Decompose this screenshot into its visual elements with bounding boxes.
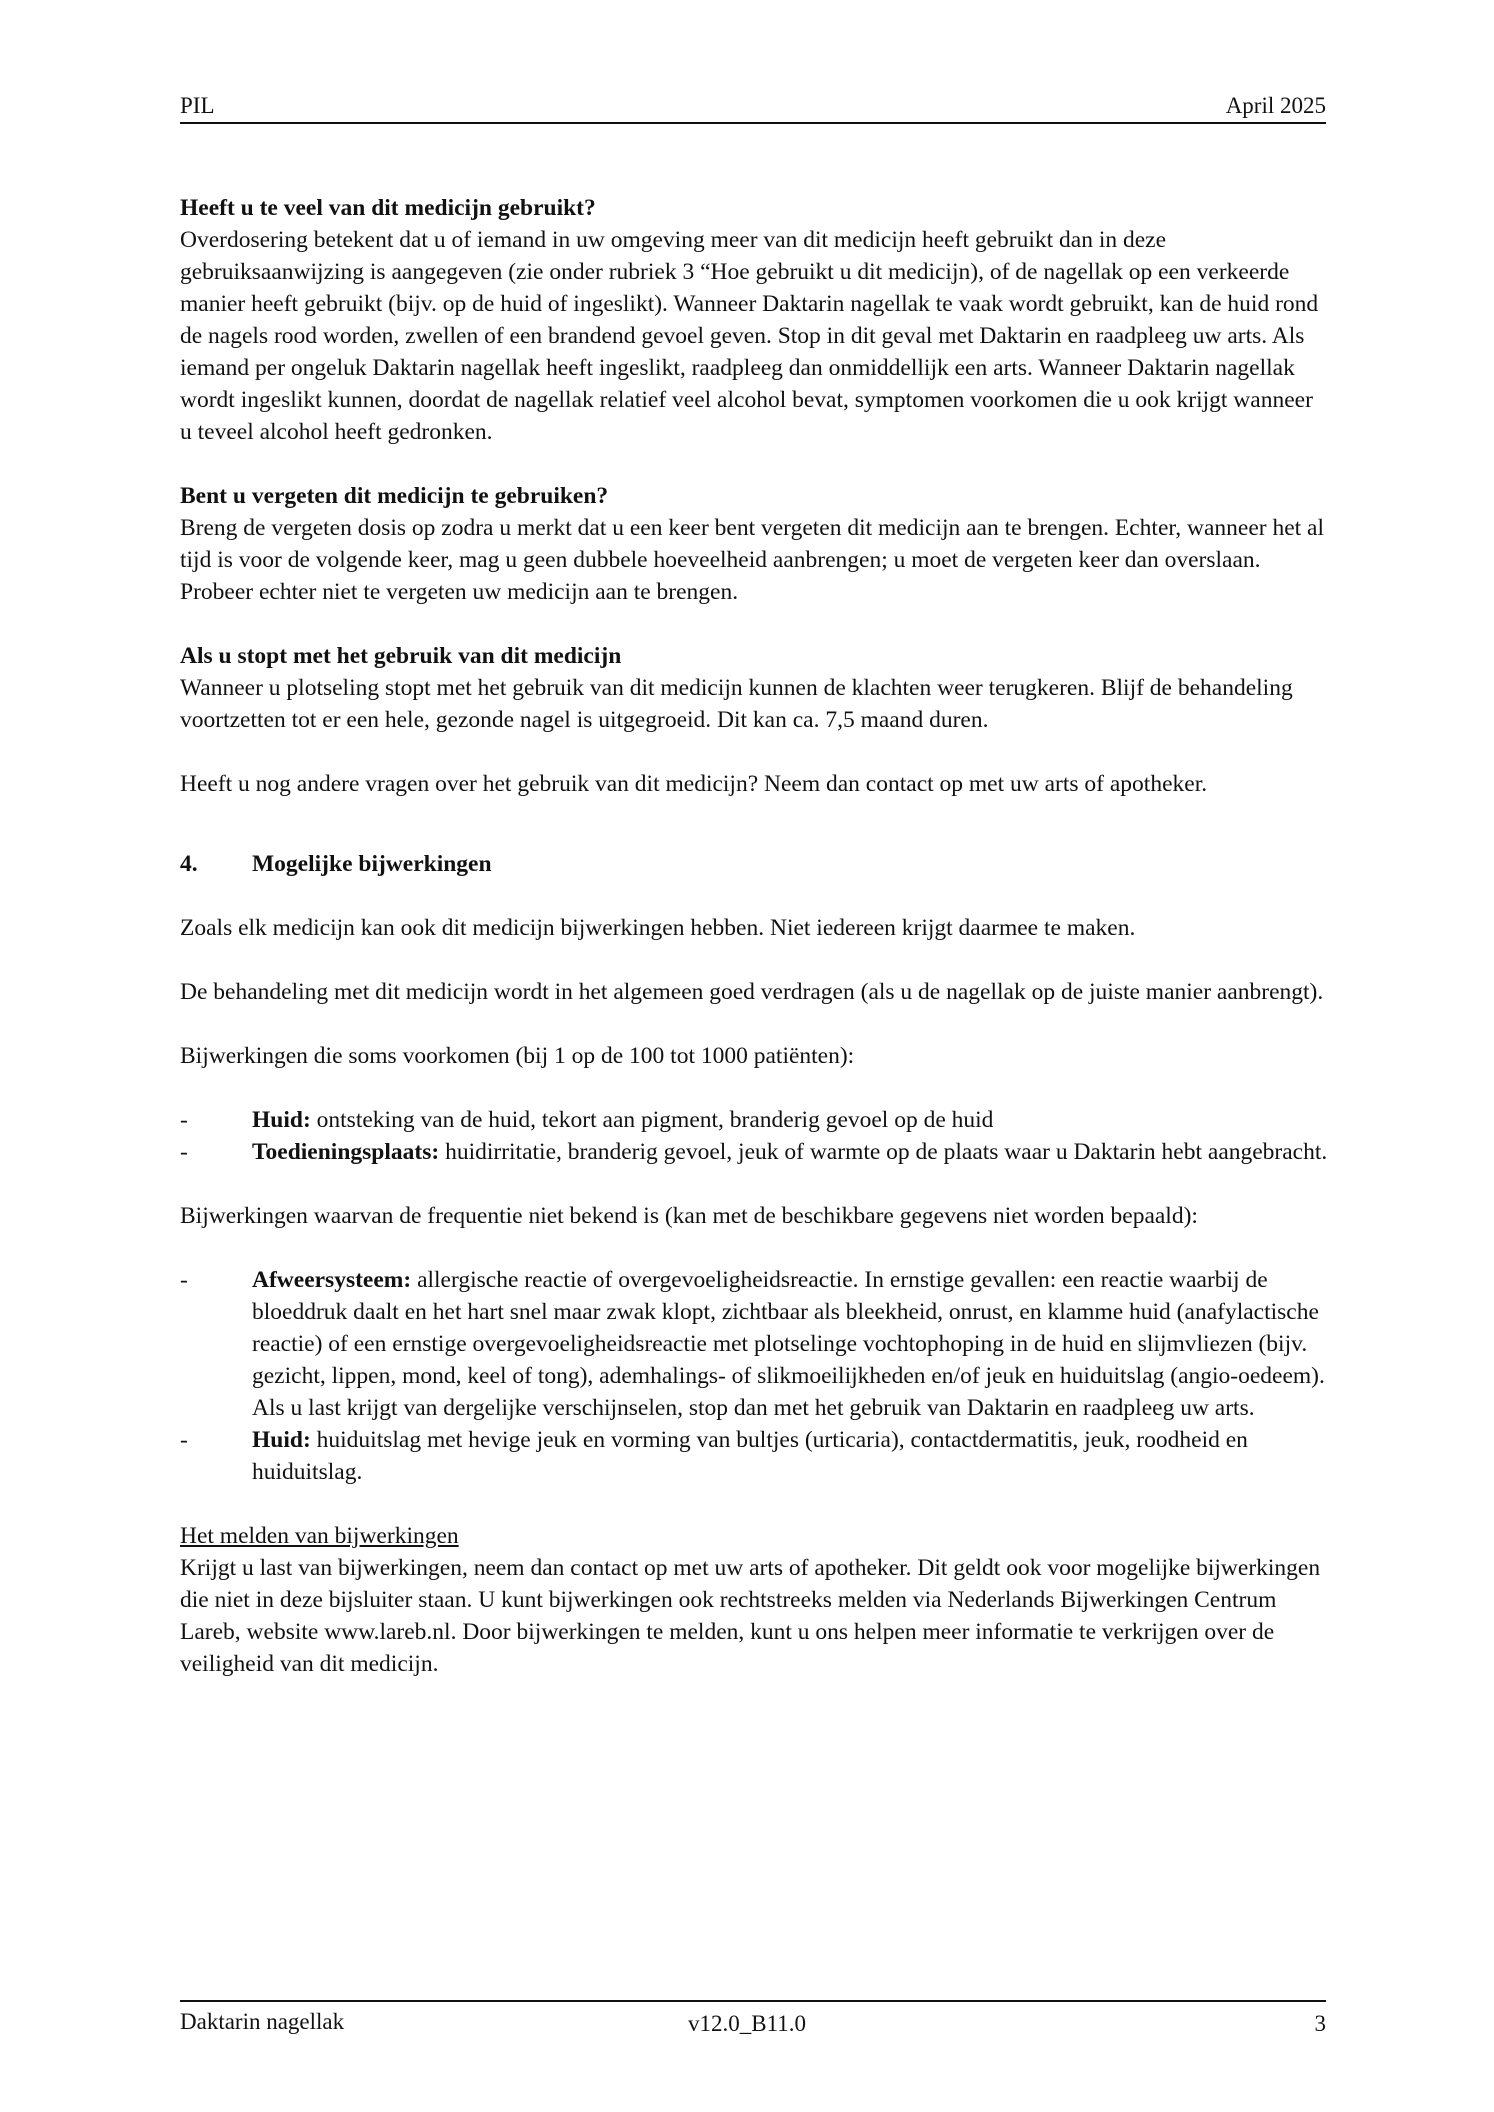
list-item-label: Huid: — [252, 1107, 311, 1133]
list-dash: - — [180, 1107, 188, 1133]
header-doc-type: PIL — [180, 93, 215, 118]
spacer — [180, 1488, 1330, 1520]
spacer — [180, 880, 1330, 912]
stopping-body: Wanneer u plotseling stopt met het gebruik van dit medicijn kunnen de klachten weer terugkeren. Blijf de behandeling voortzetten tot er een hele, gezonde nagel is uitgegroeid. Dit kan ca. 7,5 maand duren. — [180, 675, 1293, 733]
stopping-heading: Als u stopt met het gebruik van dit medicijn — [180, 643, 622, 669]
reporting-heading: Het melden van bijwerkingen — [180, 1523, 459, 1549]
page-content — [180, 192, 1330, 1680]
spacer — [180, 944, 1330, 976]
overdose-body: Overdosering betekent dat u of iemand in uw omgeving meer van dit medicijn heeft gebruikt dan in deze gebruiksaanwijzing is aangegeven (zie onder rubriek 3 “Hoe gebruikt u dit medicijn), of de nagellak op een verkeerde manier heeft gebruikt (bijv. op de huid of ingeslikt). Wanneer Daktarin nagellak te vaak wordt gebruikt, kan de huid rond de nagels rood worden, zwellen of een brandend gevoel geven. Stop in dit geval met Daktarin en raadpleeg uw arts. Als iemand per ongeluk Daktarin nagellak heeft ingeslikt, raadpleeg dan onmiddellijk een arts. Wanneer Daktarin nagellak wordt ingeslikt kunnen, doordat de nagellak relatief veel alcohol bevat, symptomen voorkomen die u ook krijgt wanneer u teveel alcohol heeft gedronken. — [180, 227, 1319, 445]
list-item-label: Huid: — [252, 1427, 311, 1453]
list-dash: - — [180, 1267, 188, 1293]
overdose-heading: Heeft u te veel van dit medicijn gebruikt? — [180, 195, 596, 221]
spacer — [180, 1168, 1330, 1200]
page-header — [180, 92, 1326, 124]
section-4-title — [180, 848, 1330, 880]
header-date: April 2025 — [1225, 93, 1326, 118]
footer-version: v12.0_B11.0 — [688, 2011, 806, 2036]
tolerance-paragraph: De behandeling met dit medicijn wordt in het algemeen goed verdragen (als u de nagellak op de juiste manier aanbrengt). — [180, 979, 1324, 1005]
page-footer — [180, 2000, 1326, 2036]
spacer — [180, 1008, 1330, 1040]
list-item — [180, 1136, 1330, 1168]
list-item — [180, 1104, 1330, 1136]
list-item-text: huiduitslag met hevige jeuk en vorming van bultjes (urticaria), contactdermatitis, jeuk, roodheid en huiduitslag. — [252, 1427, 1248, 1485]
list-item-text: ontsteking van de huid, tekort aan pigment, branderig gevoel op de huid — [310, 1107, 994, 1133]
list-item-text: allergische reactie of overgevoeligheidsreactie. In ernstige gevallen: een reactie waarbij de bloeddruk daalt en het hart snel maar zwak klopt, zichtbaar als bleekheid, onrust, en klamme huid (anafylactische reactie) of een ernstige overgevoeligheidsreactie met plotselinge vochtophoping in de huid en slijmvliezen (bijv. gezicht, lippen, mond, keel of tong), ademhalings- of slikmoeilijkheden en/of jeuk en huiduitslag (angio-oedeem). Als u last krijgt van dergelijke verschijnselen, stop dan met het gebruik van Daktarin en raadpleeg uw arts. — [252, 1267, 1325, 1421]
list-item-text: huidirritatie, branderig gevoel, jeuk of warmte op de plaats waar u Daktarin hebt aangebracht. — [439, 1139, 1328, 1165]
list-item-label: Toedieningsplaats: — [252, 1139, 440, 1165]
list-item — [180, 1424, 1330, 1488]
side-effects-intro: Zoals elk medicijn kan ook dit medicijn bijwerkingen hebben. Niet iedereen krijgt daarmee te maken. — [180, 915, 1136, 941]
uncommon-side-effects-list — [180, 1104, 1330, 1168]
section-title-text: Mogelijke bijwerkingen — [252, 851, 492, 877]
forgotten-heading: Bent u vergeten dit medicijn te gebruiken? — [180, 483, 609, 509]
section-number: 4. — [180, 851, 198, 877]
questions-paragraph: Heeft u nog andere vragen over het gebruik van dit medicijn? Neem dan contact op met uw arts of apotheker. — [180, 771, 1208, 797]
list-dash: - — [180, 1427, 188, 1453]
spacer — [180, 1072, 1330, 1104]
page-number: 3 — [1314, 2011, 1326, 2036]
list-item-label: Afweersysteem: — [252, 1267, 412, 1293]
footer-product-name: Daktarin nagellak — [180, 2009, 345, 2034]
spacer — [180, 1232, 1330, 1264]
reporting-body: Krijgt u last van bijwerkingen, neem dan contact op met uw arts of apotheker. Dit geldt ook voor mogelijke bijwerkingen die niet in deze bijsluiter staan. U kunt bijwerkingen ook rechtstreeks melden via Nederlands Bijwerkingen Centrum Lareb, website www.lareb.nl. Door bijwerkingen te melden, kunt u ons helpen meer informatie te verkrijgen over de veiligheid van dit medicijn. — [180, 1555, 1321, 1677]
spacer — [180, 608, 1330, 640]
forgotten-body: Breng de vergeten dosis op zodra u merkt dat u een keer bent vergeten dit medicijn aan te brengen. Echter, wanneer het al tijd is voor de volgende keer, mag u geen dubbele hoeveelheid aanbrengen; u moet de vergeten keer dan overslaan. Probeer echter niet te vergeten uw medicijn aan te brengen. — [180, 515, 1325, 605]
unknown-side-effects-list — [180, 1264, 1330, 1488]
uncommon-intro: Bijwerkingen die soms voorkomen (bij 1 op de 100 tot 1000 patiënten): — [180, 1043, 855, 1069]
spacer — [180, 800, 1330, 848]
list-dash: - — [180, 1139, 188, 1165]
unknown-frequency-intro: Bijwerkingen waarvan de frequentie niet bekend is (kan met de beschikbare gegevens niet worden bepaald): — [180, 1203, 1198, 1229]
list-item — [180, 1264, 1330, 1424]
spacer — [180, 448, 1330, 480]
spacer — [180, 736, 1330, 768]
